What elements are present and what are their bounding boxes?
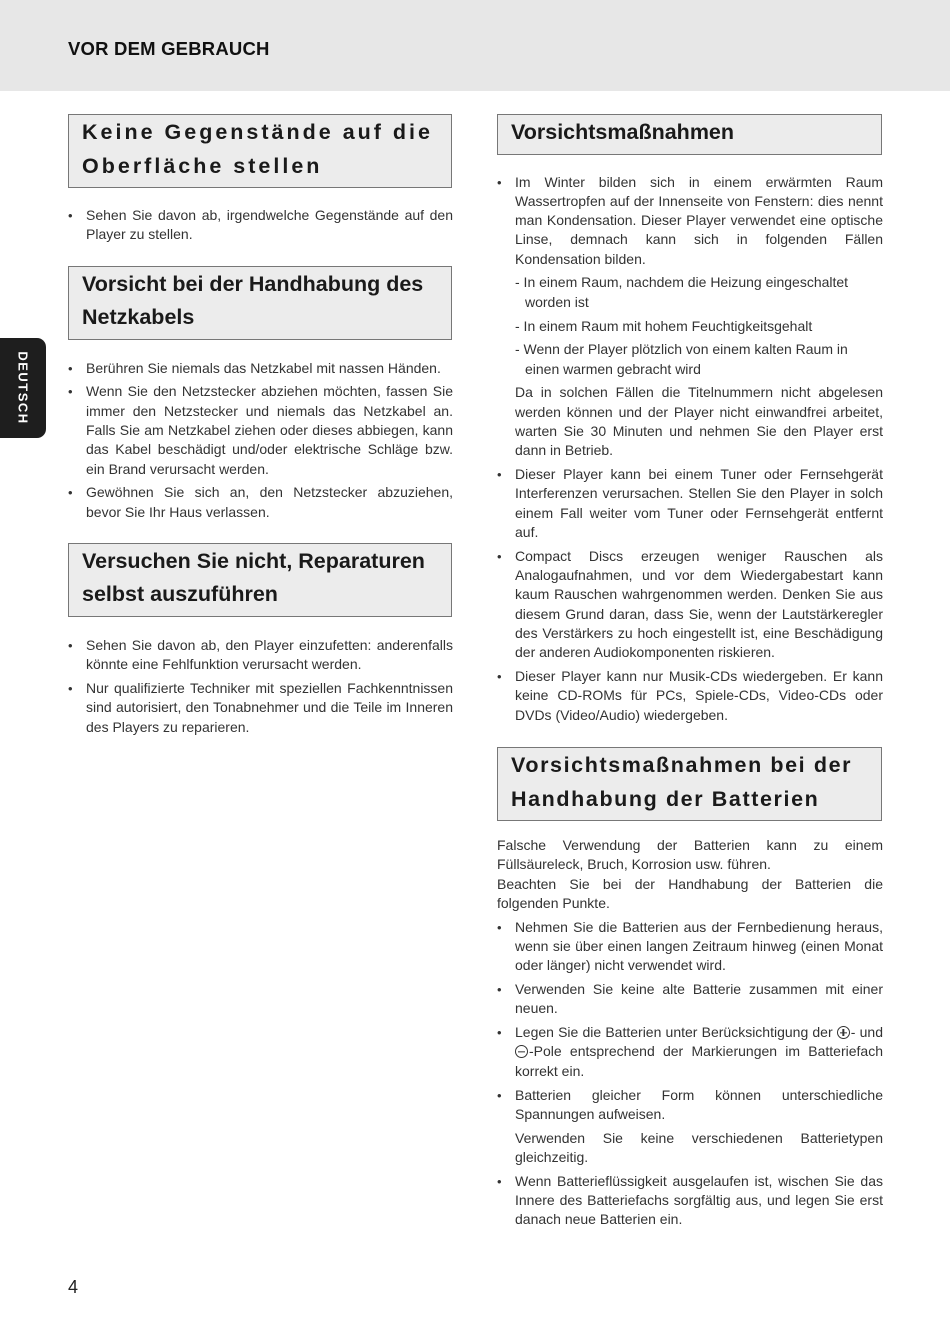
condensation-note: Da in solchen Fällen die Titelnummern nicht abgelesen werden können und der Player nicht einwandfrei arbeitet, warten Sie 30 Minuten und nehmen Sie den Player erst dann in Betrieb. — [515, 384, 883, 459]
condensation-case: - Wenn der Player plötzlich von einem kalten Raum in einen warmen gebracht wird — [515, 341, 848, 377]
page-number: 4 — [68, 1277, 79, 1297]
list-item: • Batterien gleicher Form können unterschiedliche Spannungen aufweisen. — [497, 1086, 883, 1122]
bullet-icon: • — [497, 1025, 502, 1041]
bullet-icon: • — [497, 1087, 502, 1103]
list-item: • Dieser Player kann nur Musik-CDs wiedergeben. Er kann keine CD-ROMs für PCs, Spiele-CDs, Video-CDs oder DVDs (Video/Audio) wiedergeben. — [497, 668, 883, 723]
left-column — [68, 114, 453, 741]
section-heading-precautions: Vorsichtsmaßnahmen — [497, 114, 882, 155]
batteries-intro: Falsche Verwendung der Batterien kann zu einem Füllsäureleck, Bruch, Korrosion usw. führen. — [497, 837, 883, 873]
bullet-icon: • — [497, 982, 502, 998]
list-item: • Wenn Batterieflüssigkeit ausgelaufen ist, wischen Sie das Innere des Batteriefachs sorgfältig aus, und legen Sie erst danach neue Batterien ein. — [497, 1172, 883, 1228]
right-column — [497, 114, 883, 1234]
section-heading-no-repairs: Versuchen Sie nicht, Reparaturen selbst auszuführen — [68, 543, 452, 617]
precautions-list — [497, 173, 883, 726]
language-side-tab — [0, 338, 46, 438]
list-item-condensation: • Im Winter bilden sich in einem erwärmten Raum Wassertropfen auf der Innenseite von Fenstern: dies nennt man Kondensation. Dieser Player verwendet eine optische Linse, demnach kann sich in folgenden Fällen Kondensation bilden. — [497, 173, 883, 267]
condensation-case: - In einem Raum mit hohem Feuchtigkeitsgehalt — [515, 317, 813, 334]
bullet-icon: • — [68, 637, 73, 653]
battery-types-note: Verwenden Sie keine verschiedenen Batterietypen gleichzeitig. — [515, 1129, 883, 1165]
language-tab-label: DEUTSCH — [15, 351, 31, 425]
bullet-icon: • — [68, 485, 73, 501]
bullet-icon: • — [68, 208, 73, 223]
list-item: • Nehmen Sie die Batterien aus der Fernbedienung heraus, wenn sie über einen langen Zeitraum hinweg (einen Monat oder länger) nicht verwendet wird. — [497, 918, 883, 974]
bullet-icon: • — [497, 669, 502, 685]
list-item: • Wenn Sie den Netzstecker abziehen möchten, fassen Sie immer den Netzstecker und niemals das Netzkabel an. Falls Sie am Netzkabel ziehen oder dieses abbiegen, kann das Kabel beschädigt und/oder elektrische Schläge bzw. ein Brand verursacht werden. — [68, 383, 453, 477]
bullet-icon: • — [497, 919, 502, 935]
section-heading-power-cord: Vorsicht bei der Handhabung des Netzkabels — [68, 266, 452, 340]
list-item: • Sehen Sie davon ab, den Player einzufetten: anderenfalls könnte eine Fehlfunktion verursacht werden. — [68, 636, 453, 673]
minus-pole-icon — [515, 1045, 528, 1058]
batteries-intro-2: Beachten Sie bei der Handhabung der Batterien die folgenden Punkte. — [497, 875, 883, 911]
page-section-title: VOR DEM GEBRAUCH — [68, 38, 270, 59]
bullet-icon: • — [497, 548, 502, 564]
list-item: • Sehen Sie davon ab, irgendwelche Gegenstände auf den Player zu stellen. — [68, 207, 453, 243]
list-item: • Verwenden Sie keine alte Batterie zusammen mit einer neuen. — [497, 981, 883, 1017]
condensation-case: - In einem Raum, nachdem die Heizung eingeschaltet worden ist — [515, 274, 849, 310]
list-item: • Nur qualifizierte Techniker mit speziellen Fachkenntnissen sind autorisiert, den Tonabnehmer und die Teile im Inneren des Players zu reparieren. — [68, 680, 453, 735]
bullet-icon: • — [497, 467, 502, 483]
plus-pole-icon — [837, 1026, 850, 1039]
bullet-icon: • — [497, 174, 502, 190]
section-heading-no-objects: Keine Gegenstände auf die Oberfläche stellen — [68, 114, 452, 188]
list-item: • Gewöhnen Sie sich an, den Netzstecker abzuziehen, bevor Sie Ihr Haus verlassen. — [68, 484, 453, 520]
section-heading-batteries: Vorsichtsmaßnahmen bei der Handhabung der Batterien — [497, 747, 882, 821]
bullet-icon: • — [68, 681, 73, 697]
list-item: • Berühren Sie niemals das Netzkabel mit nassen Händen. — [68, 359, 453, 378]
no-repairs-list — [68, 636, 453, 737]
bullet-icon: • — [68, 360, 73, 376]
list-item: • Dieser Player kann bei einem Tuner oder Fernsehgerät Interferenzen verursachen. Stellen Sie den Player in solch einem Fall weiter vom Tuner oder Fernsehgerät entfernt auf. — [497, 466, 883, 541]
bullet-icon: • — [497, 1173, 502, 1189]
power-cord-list — [68, 359, 453, 522]
list-item: • Compact Discs erzeugen weniger Rauschen als Analogaufnahmen, und vor dem Wiedergabestart kann kaum Rauschen wahrgenommen werden. Denken Sie aus diesem Grund daran, dass Sie, wenn der Lautstärkeregler des Verstärkers zu hoch eingestellt ist, eine Beschädigung der anderen Audiokomponenten riskieren. — [497, 547, 883, 661]
list-item-polarity: • Legen Sie die Batterien unter Berücksichtigung der - und -Pole entsprechend der Markierungen im Batteriefach korrekt ein. — [497, 1024, 883, 1079]
no-objects-list — [68, 206, 453, 245]
bullet-icon: • — [68, 384, 73, 400]
batteries-list — [497, 918, 883, 1230]
